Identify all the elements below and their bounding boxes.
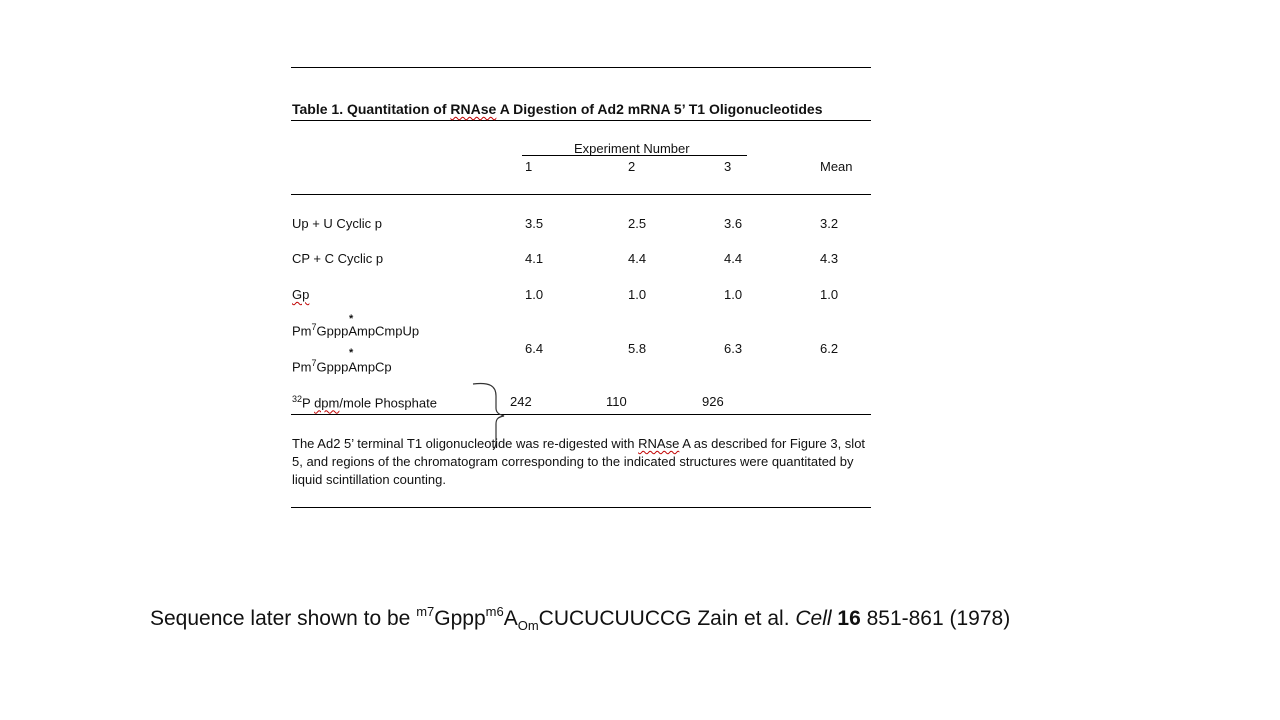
cap1-star: *: [349, 313, 354, 325]
row1-mean: 3.2: [820, 216, 839, 231]
note-rnase: RNAse: [638, 436, 680, 451]
cap-exp3: 6.3: [724, 341, 743, 356]
cap2-pre: Pm: [292, 359, 312, 375]
row3-exp3: 1.0: [724, 287, 743, 302]
row3-mean: 1.0: [820, 287, 839, 302]
title-rnase: RNAse: [450, 101, 497, 117]
phosphate-p: P: [302, 395, 315, 411]
sequence-caption: [150, 604, 1010, 633]
phosphate-sup: 32: [292, 394, 303, 404]
row-label-cp-c: CP + C Cyclic p: [292, 251, 384, 266]
caption-a: A: [503, 607, 518, 630]
phosphate-label: [292, 394, 437, 410]
row3-exp1: 1.0: [525, 287, 544, 302]
phosphate-rest: /mole Phosphate: [339, 395, 437, 411]
cap1-sup: 7: [311, 322, 317, 332]
row2-exp3: 4.4: [724, 251, 743, 266]
body-rule: [291, 414, 871, 415]
caption-journal: Cell: [795, 607, 832, 630]
row1-exp3: 3.6: [724, 216, 743, 231]
row2-exp2: 4.4: [628, 251, 647, 266]
experiment-number-header: Experiment Number: [574, 141, 690, 156]
row-label-up-u: Up + U Cyclic p: [292, 216, 382, 231]
row1-exp1: 3.5: [525, 216, 544, 231]
header-rule: [291, 194, 871, 195]
note-part2: A as described for Figure 3, slot 5, and regions of the chromatogram corresponding to the indicated structures were quantitated by liquid scintillation counting.: [292, 436, 866, 487]
row2-mean: 4.3: [820, 251, 839, 266]
cap2-sup: 7: [311, 358, 317, 368]
caption-pages: 851-861 (1978): [860, 607, 1011, 630]
cap-label-1: [292, 322, 419, 338]
phosphate-dpm: dpm: [314, 395, 340, 411]
title-prefix: Table 1. Quantitation of: [292, 101, 451, 117]
caption-sup-m6: m6: [485, 604, 504, 619]
row-label-gp: Gp: [292, 287, 310, 302]
cap-exp2: 5.8: [628, 341, 647, 356]
table-note: [292, 435, 867, 489]
title-suffix: A Digestion of Ad2 mRNA 5’ T1 Oligonucleotides: [496, 101, 823, 117]
cap1-post: GpppAmpCmpUp: [316, 323, 420, 339]
caption-sup-m7: m7: [416, 604, 435, 619]
caption-sub-om: Om: [517, 618, 539, 633]
column-header-3: 3: [724, 159, 732, 174]
title-rule: [291, 120, 871, 121]
caption-volume: 16: [837, 607, 861, 630]
cap2-post: GpppAmpCp: [316, 359, 392, 375]
caption-seq: CUCUCUUCCG Zain et al.: [538, 607, 796, 630]
cap2-star: *: [349, 347, 354, 359]
caption-lead: Sequence later shown to be: [150, 607, 417, 630]
table-title: [292, 101, 823, 117]
row1-exp2: 2.5: [628, 216, 647, 231]
cap-label-2: [292, 358, 392, 374]
cap-mean: 6.2: [820, 341, 839, 356]
phosphate-exp2: 110: [606, 394, 627, 409]
phosphate-exp1: 242: [510, 394, 532, 409]
note-part1: The Ad2 5’ terminal T1 oligonucleotide was re-digested with: [292, 436, 639, 451]
cap-exp1: 6.4: [525, 341, 544, 356]
row2-exp1: 4.1: [525, 251, 544, 266]
phosphate-exp3: 926: [702, 394, 724, 409]
row3-exp2: 1.0: [628, 287, 647, 302]
column-header-2: 2: [628, 159, 636, 174]
cap1-pre: Pm: [292, 323, 312, 339]
caption-gppp: Gppp: [434, 607, 486, 630]
experiment-header-underline: [522, 155, 747, 156]
column-header-1: 1: [525, 159, 533, 174]
column-header-mean: Mean: [820, 159, 853, 174]
table-bottom-rule: [291, 507, 871, 508]
table-top-rule: [291, 67, 871, 68]
